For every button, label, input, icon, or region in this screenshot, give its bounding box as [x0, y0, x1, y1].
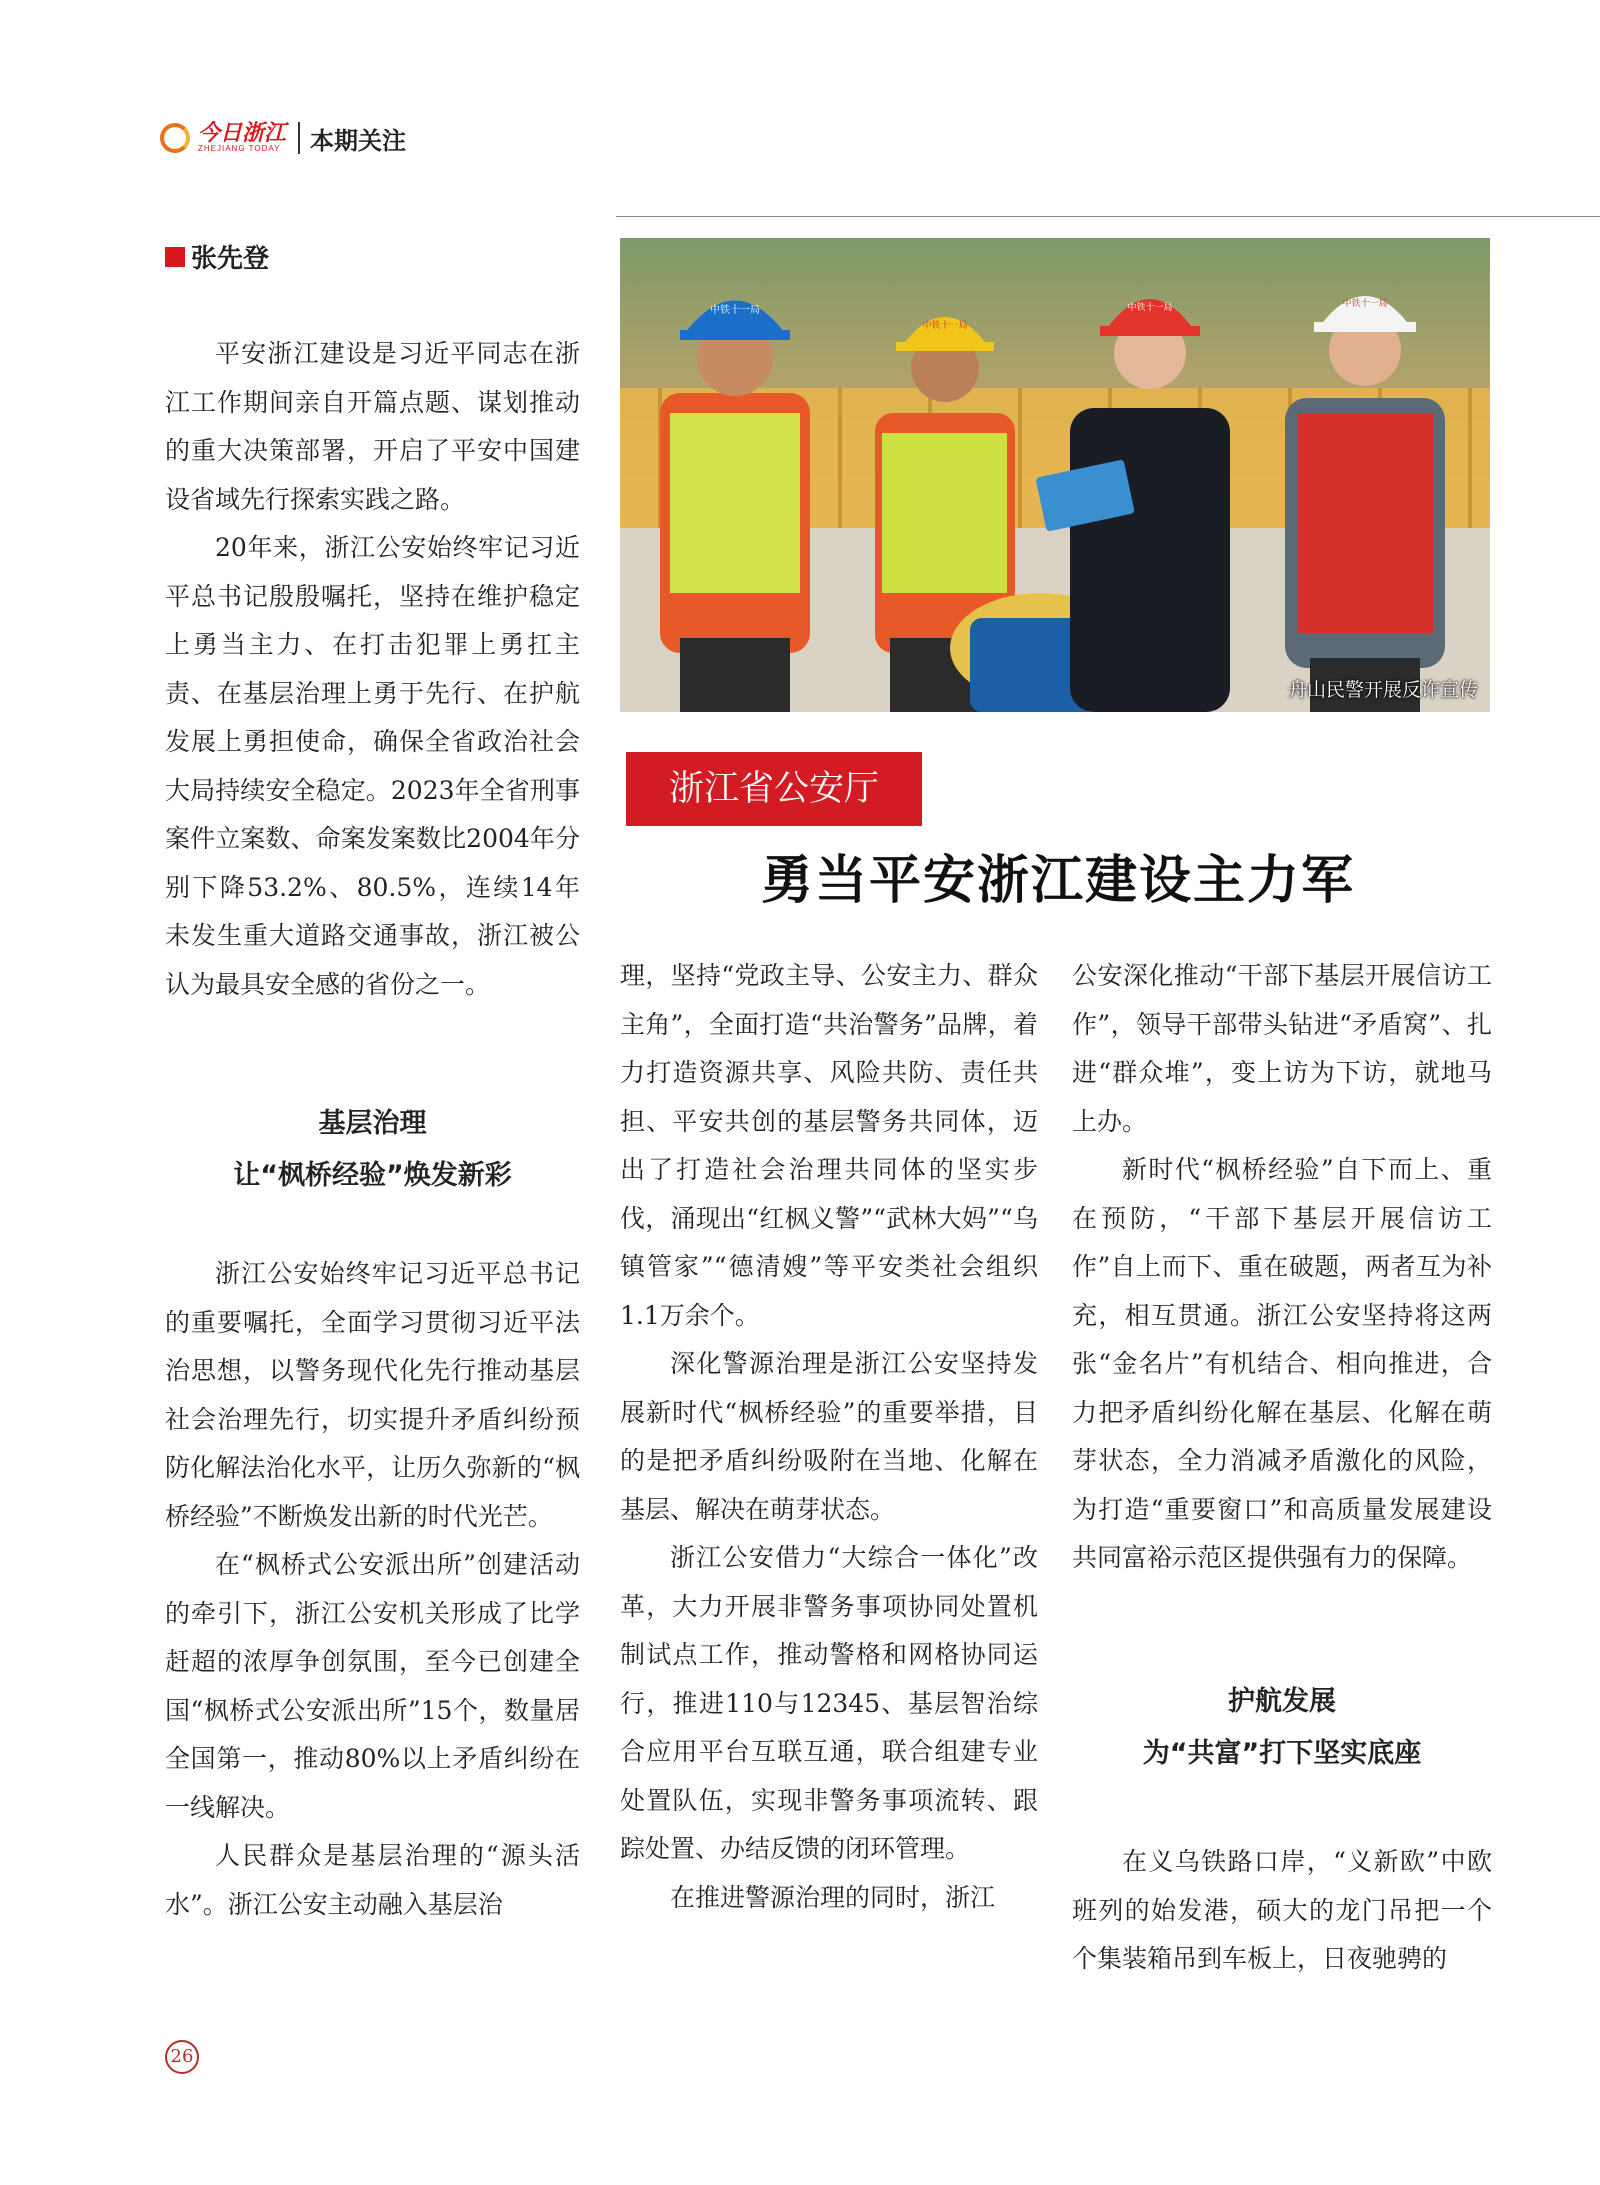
article-headline: 勇当平安浙江建设主力军 — [760, 850, 1355, 911]
column-3-top — [1072, 952, 1492, 1583]
paragraph: 在推进警源治理的同时，浙江 — [670, 1882, 996, 1912]
paragraph: 深化警源治理是浙江公安坚持发展新时代“枫桥经验”的重要举措，目的是把矛盾纠纷吸附在当地、化解在基层、解决在萌芽状态。 — [620, 1349, 1038, 1524]
author-name: 张先登 — [191, 244, 270, 274]
column-2 — [620, 952, 1038, 1922]
department-banner: 浙江省公安厅 — [626, 752, 922, 826]
logo-chinese: 今日浙江 — [198, 120, 287, 146]
top-rule — [616, 216, 1600, 217]
author-byline — [165, 238, 269, 275]
paragraph: 在义乌铁路口岸，“义新欧”中欧班列的始发港，硕大的龙门吊把一个个集装箱吊到车板上，日夜驰骋的 — [1072, 1847, 1492, 1973]
paragraph: 浙江公安始终牢记习近平总书记的重要嘱托，全面学习贯彻习近平法治思想，以警务现代化先行推动基层社会治理先行，切实提升矛盾纠纷预防化解法治化水平，让历久弥新的“枫桥经验”不断焕发出新的时代光芒。 — [165, 1259, 580, 1531]
helmet-label: 中铁十一局 — [922, 321, 968, 331]
page-number: 26 — [165, 2040, 199, 2074]
column-1-bottom — [165, 1250, 580, 1929]
subheading-line: 基层治理 — [318, 1108, 427, 1139]
column-3-bottom — [1072, 1838, 1492, 1984]
paragraph: 理，坚持“党政主导、公安主力、群众主角”，全面打造“共治警务”品牌，着力打造资源共享、风险共防、责任共担、平安共创的基层警务共同体，迈出了打造社会治理共同体的坚实步伐，涌现出“红枫义警”“武林大妈”“乌镇管家”“德清嫂”等平安类社会组织1.1万余个。 — [620, 961, 1038, 1330]
header-divider — [298, 122, 300, 154]
paragraph: 在“枫桥式公安派出所”创建活动的牵引下，浙江公安机关形成了比学赶超的浓厚争创氛围，至今已创建全国“枫桥式公安派出所”15个，数量居全国第一，推动80%以上矛盾纠纷在一线解决。 — [165, 1550, 580, 1822]
subheading-line: 让“枫桥经验”焕发新彩 — [233, 1160, 512, 1191]
photo-caption: 舟山民警开展反诈宣传 — [1287, 679, 1478, 701]
column-1-top — [165, 330, 580, 1009]
section-title: 本期关注 — [310, 126, 407, 155]
subheading-development — [1072, 1676, 1492, 1780]
paragraph: 新时代“枫桥经验”自下而上、重在预防，“干部下基层开展信访工作”自上而下、重在破题，两者互为补充，相互贯通。浙江公安坚持将这两张“金名片”有机结合、相向推进，合力把矛盾纠纷化解在基层、化解在萌芽状态，全力消减矛盾激化的风险，为打造“重要窗口”和高质量发展建设共同富裕示范区提供强有力的保障。 — [1072, 1155, 1492, 1572]
subheading-line: 护航发展 — [1228, 1686, 1336, 1717]
helmet-label: 中铁十一局 — [1342, 299, 1388, 309]
logo-english: ZHEJIANG TODAY — [198, 144, 281, 153]
paragraph: 20年来，浙江公安始终牢记习近平总书记殷殷嘱托，坚持在维护稳定上勇当主力、在打击犯罪上勇扛主责、在基层治理上勇于先行、在护航发展上勇担使命，确保全省政治社会大局持续安全稳定。2023年全省刑事案件立案数、命案发案数比2004年分别下降53.2%、80.5%，连续14年未发生重大道路交通事故，浙江被公认为最具安全感的省份之一。 — [165, 533, 580, 999]
paragraph: 平安浙江建设是习近平同志在浙江工作期间亲自开篇点题、谋划推动的重大决策部署，开启了平安中国建设省域先行探索实践之路。 — [165, 339, 580, 514]
logo-mark-icon — [160, 123, 190, 153]
helmet-label: 中铁十一局 — [710, 305, 760, 316]
logo-text — [198, 122, 286, 154]
subheading-grassroots — [165, 1098, 580, 1202]
feature-photo — [620, 238, 1490, 712]
paragraph: 浙江公安借力“大综合一体化”改革，大力开展非警务事项协同处置机制试点工作，推动警格和网格协同运行，推进110与12345、基层智治综合应用平台互联互通，联合组建专业处置队伍，实现非警务事项流转、跟踪处置、办结反馈的闭环管理。 — [620, 1543, 1038, 1863]
magazine-logo — [160, 118, 406, 158]
paragraph: 公安深化推动“干部下基层开展信访工作”，领导干部带头钻进“矛盾窝”、扎进“群众堆”，变上访为下访，就地马上办。 — [1072, 961, 1492, 1136]
photo-illustration — [620, 238, 1490, 712]
helmet-label: 中铁十一局 — [1127, 303, 1173, 313]
paragraph: 人民群众是基层治理的“源头活水”。浙江公安主动融入基层治 — [165, 1841, 580, 1919]
red-square-icon — [165, 247, 185, 267]
subheading-line: 为“共富”打下坚实底座 — [1142, 1738, 1422, 1769]
